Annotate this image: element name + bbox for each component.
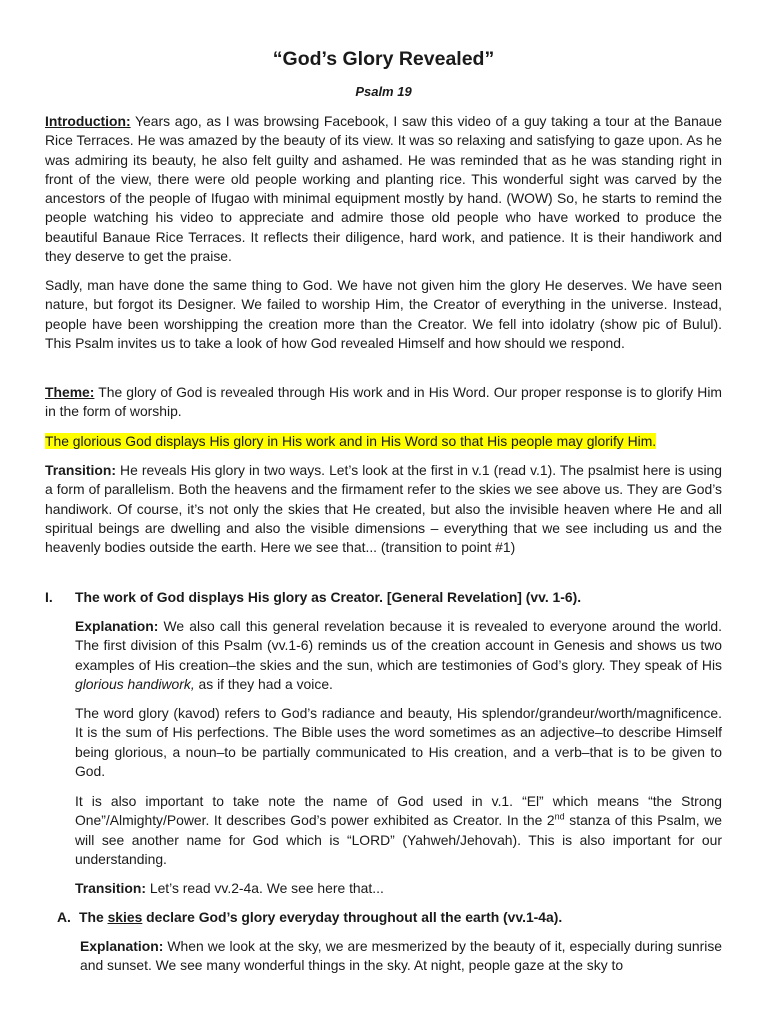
scripture-reference: Psalm 19 — [355, 84, 412, 99]
transition-paragraph-1 — [45, 461, 722, 557]
point-one-number: I. — [45, 589, 53, 605]
transition-paragraph-2 — [75, 879, 722, 898]
point-a-number: A. — [57, 909, 71, 925]
glory-paragraph-text: The word glory (kavod) refers to God’s radiance and beauty, His splendor/grandeur/worth/magnificence. It is the sum of His perfections. The Bible uses the word sometimes as an adjective–to describe Himself being glorious, a noun–to be partially communicated to His creation, and a verb–that is to be given to God. — [75, 705, 722, 779]
glory-paragraph — [75, 704, 722, 781]
explanation-italic-1: glorious handiwork, — [75, 675, 195, 692]
transition-label-1: Transition: — [45, 462, 116, 478]
theme-text: The glory of God is revealed through His work and in His Word. Our proper response is to glorify Him in the form of worship. — [45, 384, 722, 420]
big-idea-paragraph — [45, 432, 722, 451]
transition-text-2: Let’s read vv.2-4a. We see here that... — [146, 880, 384, 896]
theme-label: Theme: — [45, 384, 95, 400]
transition-label-2: Transition: — [75, 880, 146, 896]
point-a-pre: The — [79, 909, 108, 925]
name-of-god-paragraph — [75, 792, 722, 869]
explanation-text-1: We also call this general revelation because it is revealed to everyone around the world. The first division of this Psalm (vv.1-6) reminds us of the creation account in Genesis and shows us two examples of His creation–the skies and the sun, which are testimonies of God’s glory. They speak of His — [75, 618, 722, 673]
explanation-label-1: Explanation: — [75, 618, 159, 634]
introduction-paragraph — [45, 112, 722, 266]
transition-text-1: He reveals His glory in two ways. Let’s look at the first in v.1 (read v.1). The psalmist here is using a form of parallelism. Both the heavens and the firmament refer to the skies we see above us. They are God’s handiwork. Of course, it’s not only the skies that He created, but also the invisible heaven where He and all spiritual beings are dwelling and also the visible dimensions – everything that we see including us and the heavenly bodies outside the earth. Here we see that... (transition to point #1) — [45, 462, 722, 556]
name-paragraph-sup: nd — [554, 811, 565, 822]
sermon-title: “God’s Glory Revealed” — [272, 48, 495, 70]
introduction-text: Years ago, as I was browsing Facebook, I saw this video of a guy taking a tour at the Banaue Rice Terraces. He was amazed by the beauty of its view. It was so relaxing and satisfying to gaze upon. As he was admiring its beauty, he also felt guilty and ashamed. He was reminded that as he was standing right in front of the view, there were old people working and planting rice. This wonderful sight was carved by the ancestors of the people of Ifugao with minimal equipment mostly by hand. (WOW) So, he starts to remind the people watching his video to appreciate and admire those old people who have worked to produce the beautiful Banaue Rice Terraces. It reflects their diligence, hard work, and patience. It is their handiwork and they deserve to get the praise. — [45, 113, 722, 265]
point-one-title: The work of God displays His glory as Creator. [General Revelation] (vv. 1-6). — [75, 589, 582, 605]
big-idea-highlight: The glorious God displays His glory in His work and in His Word so that His people may glorify Him. — [45, 433, 657, 449]
explanation-label-a: Explanation: — [80, 938, 164, 954]
second-paragraph-text: Sadly, man have done the same thing to God. We have not given him the glory He deserves. We have seen nature, but forgot its Designer. We failed to worship Him, the Creator of everything in the universe. Instead, people have been worshipping the creation more than the Creator. We fell into idolatry (show pic of Bulul). This Psalm invites us to take a look of how God revealed Himself and how should we respond. — [45, 277, 722, 351]
explanation-paragraph-1 — [75, 617, 722, 694]
explanation-tail-1: as if they had a voice. — [194, 675, 333, 692]
point-a-underlined: skies — [107, 909, 143, 925]
name-paragraph-before: It is also important to take note the name of God used in v.1. “El” which means “the Strong One”/Almighty/Power. It describes God’s power exhibited as Creator. In the 2 — [75, 793, 722, 829]
point-a-post: declare God’s glory everyday throughout all the earth (vv.1-4a). — [142, 909, 563, 925]
name-paragraph-after: stanza of this Psalm, we will see another name for God which is “LORD” (Yahweh/Jehovah). This is also important for our understanding. — [75, 812, 722, 867]
theme-paragraph — [45, 383, 722, 422]
second-paragraph — [45, 276, 722, 353]
explanation-text-a: When we look at the sky, we are mesmerized by the beauty of it, especially during sunrise and sunset. We see many wonderful things in the sky. At night, people gaze at the sky to — [80, 938, 722, 974]
explanation-paragraph-a — [80, 937, 722, 976]
introduction-label: Introduction: — [45, 113, 131, 129]
